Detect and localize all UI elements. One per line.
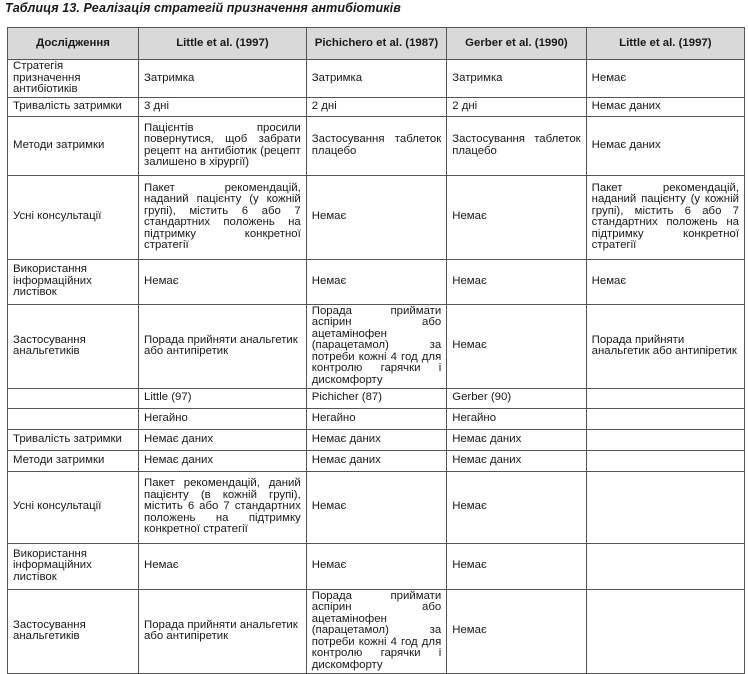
- table-cell: Негайно: [139, 408, 307, 429]
- table-cell: Затримка: [447, 60, 586, 98]
- header-cell-pichichero-1987: Pichichero et al. (1987): [306, 28, 446, 60]
- table-row: [8, 408, 745, 429]
- row-label: Усні консультації: [8, 175, 139, 259]
- table-cell: 2 дні: [447, 97, 586, 116]
- table-cell: Немає даних: [306, 450, 446, 471]
- table-cell: Pichicher (87): [306, 388, 446, 408]
- table-cell: Пакет рекомендацій, наданий пацієнту (у кожній групі), містить 6 або 7 стандартних положень на підтримку конкретної стратегії: [139, 175, 307, 259]
- table-cell: [586, 450, 744, 471]
- table-cell: Немає даних: [447, 450, 586, 471]
- table-row: [8, 543, 745, 589]
- table-cell: Немає: [139, 259, 307, 304]
- row-label: Методи затримки: [8, 116, 139, 175]
- row-label: [8, 408, 139, 429]
- table-row: [8, 450, 745, 471]
- table-cell: Немає: [447, 589, 586, 673]
- table-cell: 3 дні: [139, 97, 307, 116]
- table-cell: [586, 543, 744, 589]
- table-row: [8, 429, 745, 450]
- table-row: [8, 388, 745, 408]
- table-row: [8, 471, 745, 543]
- table-cell: Немає даних: [139, 450, 307, 471]
- table-cell: Немає даних: [586, 97, 744, 116]
- row-label: Усні консультації: [8, 471, 139, 543]
- table-cell: Немає даних: [586, 116, 744, 175]
- table-row: [8, 60, 745, 98]
- table-cell: Немає: [306, 543, 446, 589]
- row-label: Застосування анальгетиків: [8, 304, 139, 388]
- table-row: [8, 589, 745, 673]
- header-cell-little-1997-b: Little et al. (1997): [586, 28, 744, 60]
- row-label: Методи затримки: [8, 450, 139, 471]
- antibiotic-strategy-table: [7, 27, 745, 674]
- table-caption: Таблиця 13. Реалізація стратегій призначення антибіотиків: [5, 1, 401, 15]
- table-cell: Негайно: [447, 408, 586, 429]
- row-label: Використання інформаційних листівок: [8, 543, 139, 589]
- table-row: [8, 97, 745, 116]
- table-cell: Немає: [447, 259, 586, 304]
- table-cell: Немає даних: [139, 429, 307, 450]
- table-cell: Немає даних: [306, 429, 446, 450]
- header-cell-little-1997-a: Little et al. (1997): [139, 28, 307, 60]
- table-cell: Застосування таблеток плацебо: [447, 116, 586, 175]
- table-cell: Порада приймати аспірин або ацетамінофен (парацетамол) за потреби кожні 4 год для контролю гарячки і дискомфорту: [306, 589, 446, 673]
- table-cell: [586, 589, 744, 673]
- table-row: [8, 259, 745, 304]
- table-cell: [586, 471, 744, 543]
- table-cell: Пацієнтів просили повернутися, щоб забрати рецепт на антибіотик (рецепт залишено в хірургії): [139, 116, 307, 175]
- row-label: Тривалість затримки: [8, 97, 139, 116]
- table-row: [8, 175, 745, 259]
- table-cell: Пакет рекомендацій, даний пацієнту (в кожній групі), містить 6 або 7 стандартних положень на підтримку конкретної стратегії: [139, 471, 307, 543]
- table-cell: Little (97): [139, 388, 307, 408]
- table-cell: Немає: [139, 543, 307, 589]
- header-row: [8, 28, 745, 60]
- table-cell: Пакет рекомендацій, наданий пацієнту (у кожній групі), містить 6 або 7 стандартних положень на підтримку конкретної стратегії: [586, 175, 744, 259]
- table-cell: Немає: [447, 471, 586, 543]
- table-cell: Немає: [447, 175, 586, 259]
- table-cell: Немає: [447, 304, 586, 388]
- table-cell: [586, 429, 744, 450]
- table-cell: Немає: [447, 543, 586, 589]
- table-cell: Немає: [586, 259, 744, 304]
- row-label: Тривалість затримки: [8, 429, 139, 450]
- header-cell-study: Дослідження: [8, 28, 139, 60]
- table-cell: Немає: [586, 60, 744, 98]
- table-cell: Немає даних: [447, 429, 586, 450]
- table-cell: Немає: [306, 259, 446, 304]
- table-cell: Немає: [306, 175, 446, 259]
- table-cell: Порада прийняти анальгетик або антипіретик: [586, 304, 744, 388]
- table-cell: Порада прийняти анальгетик або антипіретик: [139, 589, 307, 673]
- row-label: [8, 388, 139, 408]
- table-cell: Порада прийняти анальгетик або антипіретик: [139, 304, 307, 388]
- table-cell: [586, 408, 744, 429]
- table-cell: 2 дні: [306, 97, 446, 116]
- table-row: [8, 304, 745, 388]
- table-row: [8, 116, 745, 175]
- row-label: Використання інформаційних листівок: [8, 259, 139, 304]
- table-cell: Затримка: [139, 60, 307, 98]
- row-label: Стратегія призначення антибіотиків: [8, 60, 139, 98]
- table-cell: Gerber (90): [447, 388, 586, 408]
- table-cell: Порада приймати аспірин або ацетамінофен (парацетамол) за потреби кожні 4 год для контролю гарячки і дискомфорту: [306, 304, 446, 388]
- table-cell: Негайно: [306, 408, 446, 429]
- header-cell-gerber-1990: Gerber et al. (1990): [447, 28, 586, 60]
- table-cell: Немає: [306, 471, 446, 543]
- table-cell: [586, 388, 744, 408]
- table-cell: Застосування таблеток плацебо: [306, 116, 446, 175]
- row-label: Застосування анальгетиків: [8, 589, 139, 673]
- table-cell: Затримка: [306, 60, 446, 98]
